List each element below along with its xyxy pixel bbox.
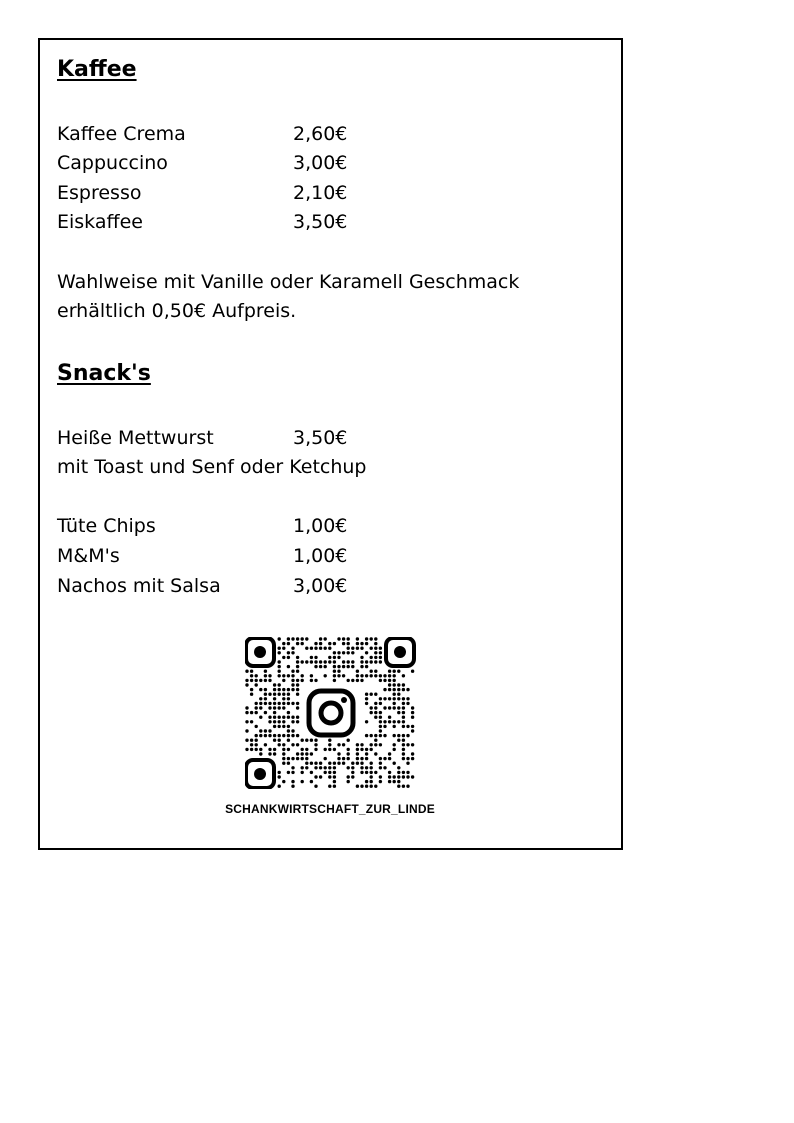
item-price: 1,00€ [293, 545, 348, 567]
menu-item-eiskaffee [57, 210, 348, 234]
kaffee-heading: Kaffee [57, 57, 137, 82]
item-name: Cappuccino [57, 152, 168, 174]
item-name: Nachos mit Salsa [57, 575, 221, 597]
item-name: Kaffee Crema [57, 123, 186, 145]
item-price: 2,60€ [293, 123, 348, 145]
item-price: 2,10€ [293, 182, 348, 204]
item-price: 3,00€ [293, 152, 348, 174]
flavor-note-line-1: Wahlweise mit Vanille oder Karamell Geschmack [57, 271, 520, 293]
qr-finder-top-left [246, 638, 274, 666]
item-name: Eiskaffee [57, 211, 143, 233]
qr-finder-bottom-left [246, 760, 274, 788]
menu-item-cappuccino [57, 151, 348, 175]
qr-finder-top-right [386, 638, 414, 666]
item-name: Tüte Chips [57, 515, 156, 537]
instagram-logo-icon [301, 687, 361, 737]
mettwurst-description: mit Toast und Senf oder Ketchup [57, 456, 367, 478]
snacks-heading: Snack's [57, 361, 151, 386]
item-price: 3,50€ [293, 211, 348, 233]
item-name: Espresso [57, 182, 142, 204]
item-price: 1,00€ [293, 515, 348, 537]
menu-card [38, 38, 623, 850]
item-name: Heiße Mettwurst [57, 427, 214, 449]
item-name: M&M's [57, 545, 120, 567]
menu-item-chips [57, 514, 348, 538]
menu-item-kaffee-crema [57, 122, 348, 146]
menu-item-nachos [57, 574, 348, 598]
flavor-note-line-2: erhältlich 0,50€ Aufpreis. [57, 300, 297, 322]
item-price: 3,00€ [293, 575, 348, 597]
qr-code-icon [245, 637, 417, 789]
instagram-handle: SCHANKWIRTSCHAFT_ZUR_LINDE [225, 802, 435, 816]
menu-item-mms [57, 544, 348, 568]
menu-item-mettwurst [57, 426, 348, 450]
item-price: 3,50€ [293, 427, 348, 449]
menu-item-espresso [57, 181, 348, 205]
instagram-qr-code[interactable] [245, 637, 417, 789]
